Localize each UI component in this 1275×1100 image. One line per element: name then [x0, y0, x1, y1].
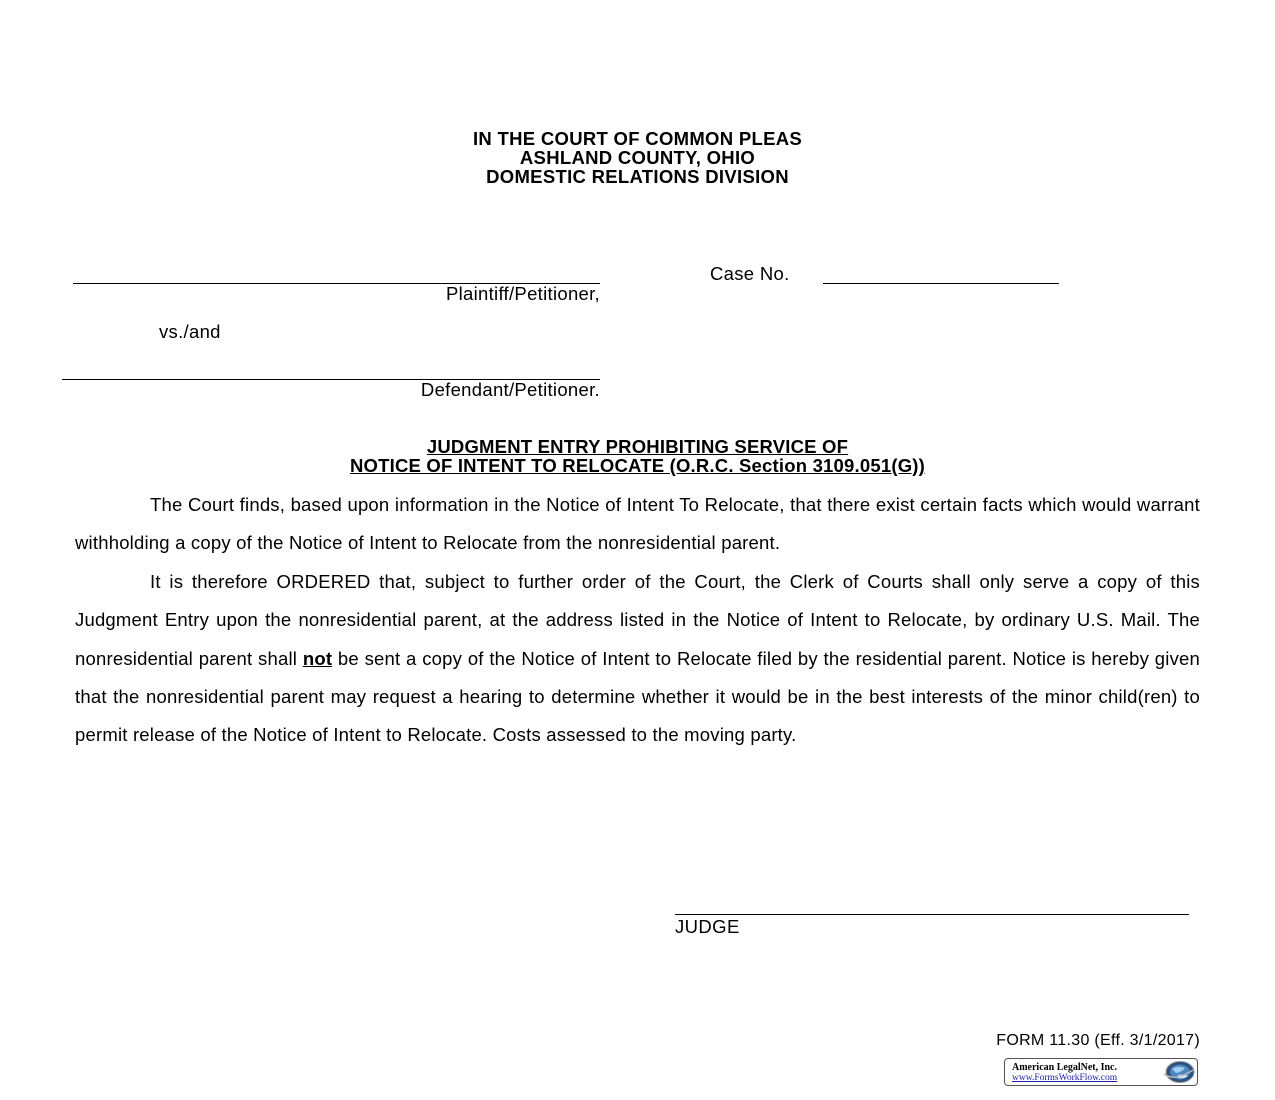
case-number-label: Case No.	[710, 263, 790, 284]
publisher-logo[interactable]	[1004, 1058, 1198, 1086]
division-name: DOMESTIC RELATIONS DIVISION	[486, 166, 789, 187]
logo-company-name: American LegalNet, Inc.	[1012, 1062, 1117, 1073]
court-name: IN THE COURT OF COMMON PLEAS	[472, 128, 803, 149]
document-title	[0, 437, 1275, 475]
defendant-label: Defendant/Petitioner.	[420, 379, 600, 400]
form-number: FORM 11.30 (Eff. 3/1/2017)	[996, 1032, 1200, 1049]
title-line-1: JUDGMENT ENTRY PROHIBITING SERVICE OF	[426, 436, 849, 457]
not-emphasis: not	[302, 647, 333, 669]
judge-label: JUDGE	[675, 916, 740, 937]
county-name: ASHLAND COUNTY, OHIO	[519, 147, 756, 168]
case-number-line[interactable]	[823, 283, 1059, 284]
versus-label: vs./and	[159, 321, 221, 342]
order-text-part-1: It is therefore ORDERED that, subject to further order of the Court, the Clerk of Courts shall only serve a copy of this Judgment Entry upon the nonresidential parent, at the address listed in the Notice of Intent to Relocate, by ordinary U.S. Mail. The nonresidential parent shall	[75, 570, 1200, 669]
title-line-2: NOTICE OF INTENT TO RELOCATE (O.R.C. Section 3109.051(G))	[349, 455, 926, 476]
globe-icon	[1161, 1060, 1195, 1084]
findings-paragraph: The Court finds, based upon information in the Notice of Intent To Relocate, that there exist certain facts which would warrant withholding a copy of the Notice of Intent to Relocate from the nonresidential parent.	[75, 494, 1200, 554]
judge-signature-line[interactable]	[675, 914, 1189, 915]
order-text-part-2: be sent a copy of the Notice of Intent to Relocate filed by the residential parent. Notice is hereby given that the nonresidential parent may request a hearing to determine whether it would be in the best interests of the minor child(ren) to permit release of the Notice of Intent to Relocate. Costs assessed to the moving party.	[75, 647, 1201, 746]
logo-website-link[interactable]: www.FormsWorkFlow.com	[1012, 1073, 1118, 1083]
court-header	[0, 129, 1275, 186]
judgment-body	[75, 486, 1200, 755]
order-paragraph	[75, 563, 1200, 755]
plaintiff-label: Plaintiff/Petitioner,	[445, 283, 600, 304]
